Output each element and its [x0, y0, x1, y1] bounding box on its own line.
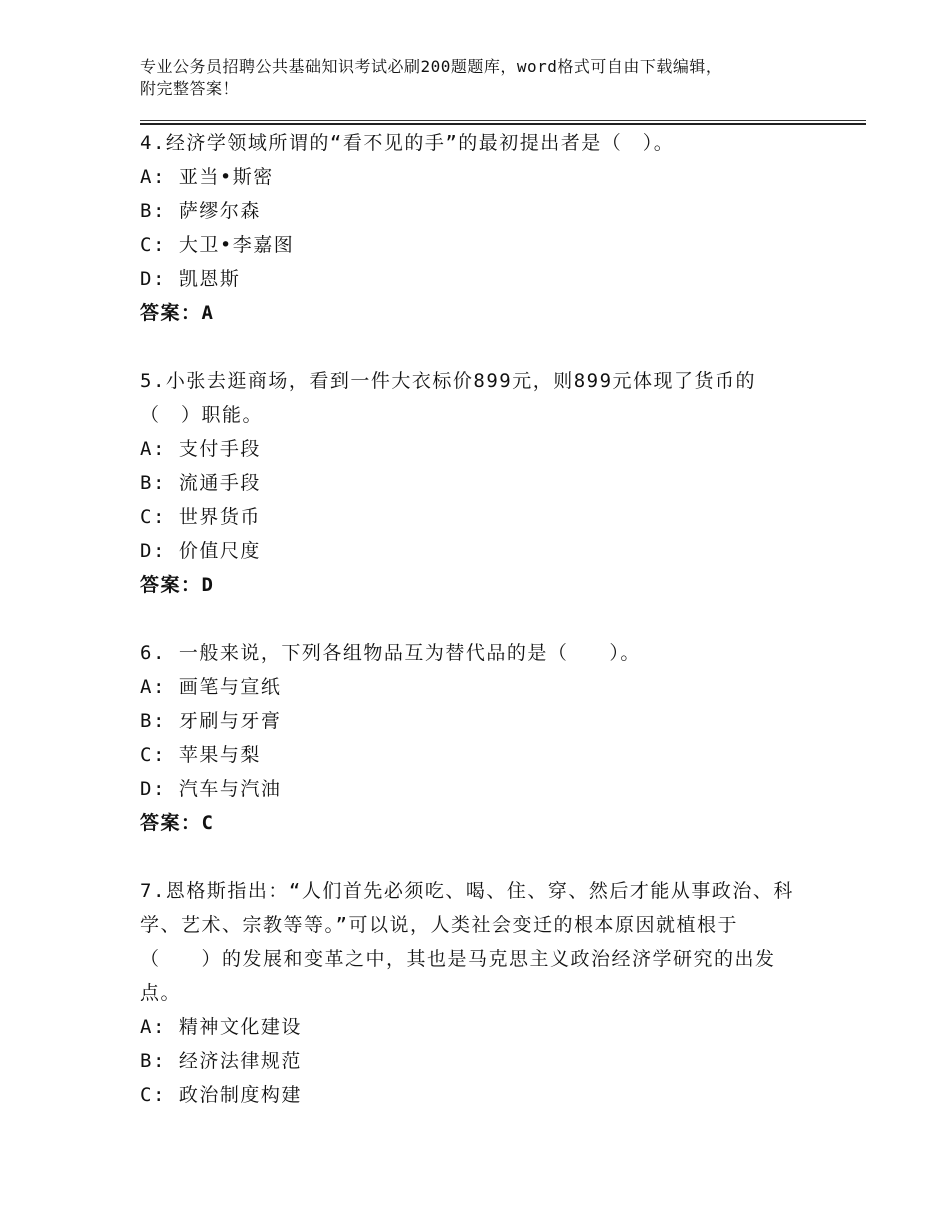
spacer — [140, 330, 840, 364]
header-line-1: 专业公务员招聘公共基础知识考试必刷200题题库，word格式可自由下载编辑， — [140, 57, 723, 76]
question-4 — [140, 126, 840, 330]
spacer — [140, 602, 840, 636]
header-line-2: 附完整答案！ — [140, 79, 240, 98]
document-header — [140, 56, 840, 100]
answer: 答案：C — [140, 812, 215, 834]
option-a: A: 支付手段 — [140, 438, 261, 460]
option-b: B: 经济法律规范 — [140, 1050, 302, 1072]
option-c: C: 世界货币 — [140, 506, 261, 528]
spacer — [140, 840, 840, 874]
question-text: 6. 一般来说，下列各组物品互为替代品的是（ ）。 — [140, 642, 641, 664]
option-a: A: 精神文化建设 — [140, 1016, 302, 1038]
option-b: B: 牙刷与牙膏 — [140, 710, 282, 732]
question-text: 7.恩格斯指出：“人们首先必须吃、喝、住、穿、然后才能从事政治、科学、艺术、宗教等等。”可以说，人类社会变迁的根本原因就植根于（ ）的发展和变革之中，其也是马克思主义政治经济学研究的出发点。 — [140, 880, 794, 1004]
option-d: D: 凯恩斯 — [140, 268, 241, 290]
option-a: A: 画笔与宣纸 — [140, 676, 282, 698]
question-5 — [140, 364, 840, 602]
question-list — [140, 126, 840, 1112]
question-text: 5.小张去逛商场，看到一件大衣标价899元，则899元体现了货币的（ ）职能。 — [140, 370, 757, 426]
answer: 答案：A — [140, 302, 215, 324]
option-d: D: 价值尺度 — [140, 540, 261, 562]
option-d: D: 汽车与汽油 — [140, 778, 282, 800]
option-b: B: 萨缪尔森 — [140, 200, 261, 222]
question-text: 4.经济学领域所谓的“看不见的手”的最初提出者是（ ）。 — [140, 132, 675, 154]
option-a: A: 亚当•斯密 — [140, 166, 274, 188]
option-c: C: 苹果与梨 — [140, 744, 261, 766]
answer: 答案：D — [140, 574, 215, 596]
option-b: B: 流通手段 — [140, 472, 261, 494]
question-7 — [140, 874, 840, 1112]
option-c: C: 政治制度构建 — [140, 1084, 302, 1106]
option-c: C: 大卫•李嘉图 — [140, 234, 295, 256]
header-rule-thin — [140, 120, 866, 121]
question-6 — [140, 636, 840, 840]
header-rule-thick — [140, 123, 866, 125]
